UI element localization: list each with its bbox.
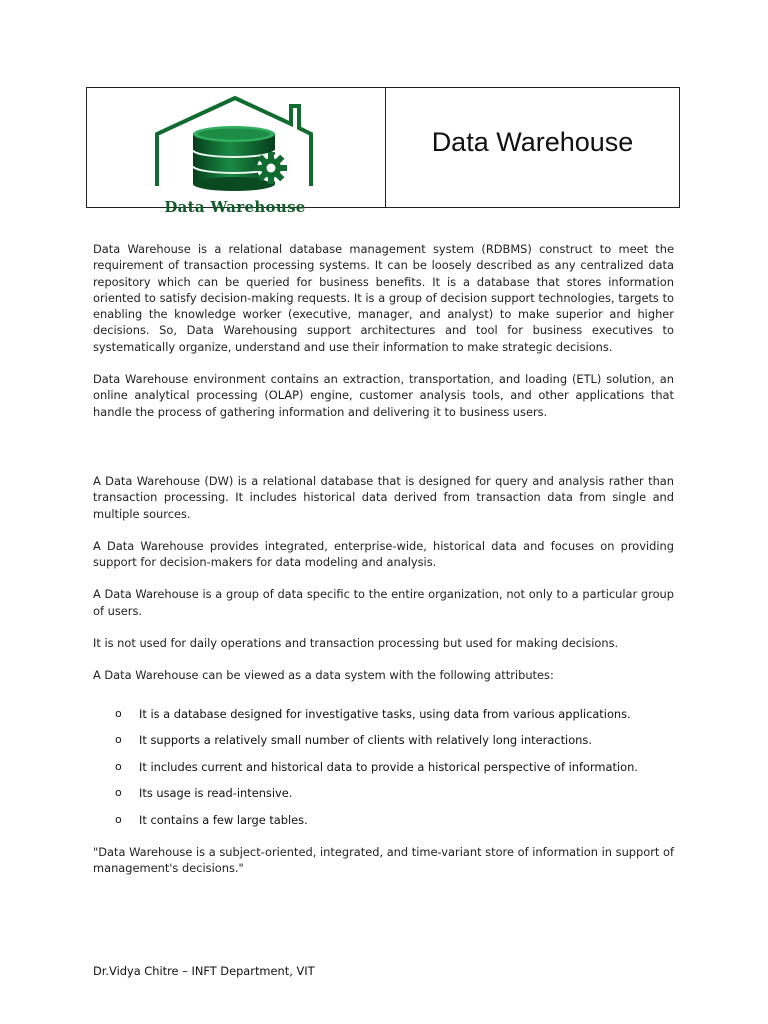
list-item: [93, 785, 674, 812]
list-item-text: It supports a relatively small number of clients with relatively long interactions.: [139, 733, 592, 748]
page-footer: Dr.Vidya Chitre – INFT Department, VIT: [93, 964, 315, 978]
title-cell: [386, 88, 679, 207]
paragraph: Data Warehouse is a relational database management system (RDBMS) construct to meet the requirement of transaction processing systems. It can be loosely described as any centralized data repository which can be queried for business benefits. It is a database that stores information oriented to satisfy decision-making requests. It is a group of decision support technologies, targets to enabling the knowledge worker (executive, manager, and analyst) to make superior and higher decisions. So, Data Warehousing support architectures and tool for business executives to systematically organize, understand and use their information to make strategic decisions.: [93, 242, 674, 354]
list-item-text: Its usage is read-intensive.: [139, 786, 293, 801]
house-database-icon: [145, 94, 325, 198]
bullet-icon: o: [115, 813, 122, 827]
bullet-icon: o: [115, 786, 122, 800]
attribute-list: [93, 706, 674, 839]
logo-cell: [87, 88, 386, 216]
page-title: Data Warehouse: [431, 127, 634, 157]
data-warehouse-logo: [145, 94, 325, 216]
definition-quote: "Data Warehouse is a subject-oriented, integrated, and time-variant store of information in support of management's decisions.": [93, 844, 674, 875]
document-body: [93, 241, 674, 876]
bullet-icon: o: [115, 759, 122, 773]
list-item-text: It contains a few large tables.: [139, 813, 308, 828]
list-item-text: It is a database designed for investigative tasks, using data from various applications.: [139, 706, 631, 721]
list-item: [93, 812, 674, 839]
bullet-icon: o: [115, 706, 122, 720]
paragraph: A Data Warehouse (DW) is a relational database that is designed for query and analysis rather than transaction processing. It includes historical data derived from transaction data from single and multiple sources.: [93, 473, 674, 521]
bullet-icon: o: [115, 733, 122, 747]
paragraph: Data Warehouse environment contains an extraction, transportation, and loading (ETL) solution, an online analytical processing (OLAP) engine, customer analysis tools, and other applications that handle the process of gathering information and delivering it to business users.: [93, 372, 674, 419]
header-table: [86, 87, 680, 216]
logo-caption: Data Warehouse: [164, 198, 306, 216]
paragraph: It is not used for daily operations and transaction processing but used for making decisions.: [93, 636, 619, 651]
list-item: [93, 732, 674, 759]
paragraph: A Data Warehouse is a group of data specific to the entire organization, not only to a particular group of users.: [93, 587, 674, 618]
list-item-text: It includes current and historical data to provide a historical perspective of information.: [139, 759, 638, 774]
paragraph: A Data Warehouse provides integrated, enterprise-wide, historical data and focuses on providing support for decision-makers for data modeling and analysis.: [93, 538, 674, 570]
list-item: [93, 706, 674, 733]
list-item: [93, 759, 674, 786]
paragraph: A Data Warehouse can be viewed as a data system with the following attributes:: [93, 668, 554, 683]
